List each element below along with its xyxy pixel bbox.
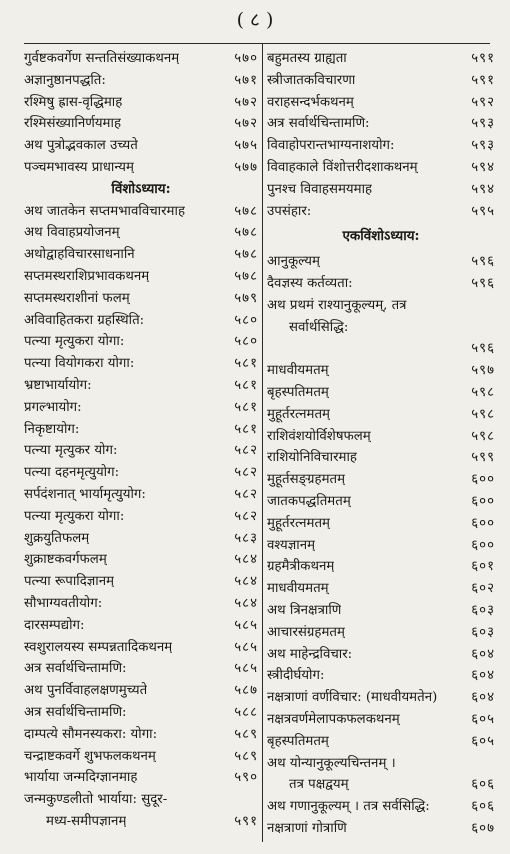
entry-title: ग्रहमैत्रीकथनम्: [267, 559, 335, 575]
entry-title: सर्वार्थसिद्धि:: [289, 319, 349, 335]
toc-entry: [24, 244, 258, 266]
entry-page-number: ५९८: [471, 428, 495, 444]
entry-title: पुनश्च विवाहसमयमाह: [267, 181, 373, 197]
page-number: ( ८ ): [236, 9, 274, 31]
entry-page-number: ५८०: [234, 334, 258, 350]
entry-title: अविवाहितकरा ग्रहस्थिति:: [24, 312, 145, 328]
toc-entry: [24, 331, 258, 353]
toc-entry-continuation: [267, 317, 495, 339]
toc-entry: [267, 622, 495, 644]
entry-page-number: ५९६: [471, 275, 495, 291]
toc-entry: [267, 600, 495, 622]
toc-entry: [267, 556, 495, 578]
entry-title: स्वशुरालयस्य सम्पन्नतादिकथनम्: [24, 639, 173, 655]
contents-right-column: [267, 48, 495, 840]
toc-entry: [24, 113, 258, 135]
entry-page-number: ५९३: [471, 138, 495, 154]
entry-title: अत्र सर्वार्थचिन्तामणि:: [24, 704, 127, 720]
entry-title: अत्र सर्वार्थचिन्तामणि:: [24, 661, 127, 677]
entry-title: गुर्वष्टकवर्गेण सन्ततिसंख्याकथनम्: [24, 51, 180, 66]
entry-title: बहुमतस्य ग्राह्यता: [267, 51, 347, 66]
toc-entry: [267, 135, 495, 157]
entry-page-number: ५८३: [234, 530, 258, 546]
entry-title: नक्षत्राणां वर्णविचार: (माधवीयमतेन): [267, 690, 438, 706]
chapter-heading: विंशोऽध्याय:: [111, 180, 171, 197]
entry-page-number: ६००: [471, 537, 495, 553]
entry-title: सप्तमस्थराशीनां फलम्: [24, 290, 130, 306]
entry-page-number: ५९१: [234, 813, 258, 829]
entry-title: वश्यज्ञानम्: [267, 537, 316, 553]
toc-entry: [267, 273, 495, 295]
entry-page-number: ५९८: [471, 384, 495, 400]
entry-title: भ्रष्टाभार्यायोग:: [24, 377, 92, 393]
entry-title: अत्र सर्वार्थचिन्तामणि:: [267, 116, 370, 132]
entry-page-number: ५८१: [234, 377, 258, 393]
entry-title: दैवज्ञस्य कर्तव्यता:: [267, 275, 353, 291]
entry-page-number: ५९४: [471, 181, 495, 197]
entry-title: बृहस्पतिमतम्: [267, 733, 329, 749]
entry-page-number: ६००: [471, 472, 495, 488]
entry-page-number: ५९३: [471, 116, 495, 132]
toc-entry-continuation: [267, 338, 495, 360]
entry-title: उपसंहार:: [267, 203, 312, 219]
entry-title: निकृष्टायोग:: [24, 421, 80, 437]
entry-page-number: ५९६: [471, 254, 495, 270]
entry-page-number: ६००: [471, 493, 495, 509]
entry-page-number: ५७८: [234, 247, 258, 263]
entry-page-number: ५७८: [234, 225, 258, 241]
entry-title: स्त्रीजातकविचारणा: [267, 72, 356, 88]
entry-title: अथ गणानुकूल्यम् । तत्र सर्वसिद्धि:: [267, 799, 430, 815]
toc-entry: [24, 70, 258, 92]
entry-page-number: ५८७: [234, 683, 258, 699]
entry-title: अथ प्रथमं राश्यानुकूल्यम्, तत्र: [267, 297, 407, 313]
entry-title: मुहूर्तरत्नमतम्: [267, 406, 330, 422]
toc-entry: [24, 310, 258, 332]
entry-page-number: ५८२: [234, 465, 258, 481]
toc-entry: [24, 201, 258, 223]
entry-page-number: ५९७: [471, 363, 495, 379]
entry-page-number: ५७५: [234, 138, 258, 154]
entry-page-number: ५९१: [471, 51, 495, 66]
toc-entry: [24, 353, 258, 375]
entry-page-number: ५८२: [234, 508, 258, 524]
toc-entry-continuation: [267, 774, 495, 796]
toc-entry: [24, 746, 258, 768]
toc-entry: [267, 360, 495, 382]
toc-entry: [267, 113, 495, 135]
toc-entry: [24, 462, 258, 484]
toc-entry: [267, 796, 495, 818]
toc-entry: [267, 426, 495, 448]
entry-title: राशिवंशयोर्विशेषफलम्: [267, 428, 371, 444]
entry-title: दारसम्पद्योग:: [24, 617, 85, 633]
entry-page-number: ६०६: [471, 777, 495, 793]
entry-title: राशियोनिविचारमाह: [267, 450, 357, 466]
toc-entry: [267, 157, 495, 179]
entry-page-number: ५८४: [234, 574, 258, 590]
toc-entry: [24, 680, 258, 702]
toc-entry: [267, 447, 495, 469]
toc-entry: [24, 637, 258, 659]
entry-title: जन्मकुण्डलीतो भार्याया: सुदूर-: [24, 792, 168, 808]
entry-page-number: ५९९: [471, 450, 495, 466]
top-rule: [24, 43, 490, 44]
entry-title: अथोद्वाहविचारसाधनानि: [24, 247, 135, 263]
entry-title: पत्न्या दहनमृत्युयोग:: [24, 465, 120, 481]
entry-page-number: ५७८: [234, 203, 258, 219]
entry-title: सप्तमस्थराशिप्रभावकथनम्: [24, 268, 150, 284]
entry-page-number: ६०५: [471, 711, 495, 727]
toc-entry: [24, 702, 258, 724]
entry-page-number: ५८५: [234, 661, 258, 677]
entry-page-number: ६०३: [471, 624, 495, 640]
entry-page-number: ५८८: [234, 704, 258, 720]
toc-entry: [267, 469, 495, 491]
entry-page-number: ६०२: [471, 581, 495, 597]
entry-title: विवाहकाले विंशोत्तरीदशाकथनम्: [267, 159, 418, 175]
toc-entry: [24, 135, 258, 157]
entry-page-number: ५८१: [234, 421, 258, 437]
entry-page-number: ६०१: [471, 559, 495, 575]
toc-entry: [267, 709, 495, 731]
toc-entry: [267, 201, 495, 223]
entry-title: शुक्रयुतिफलम्: [24, 530, 90, 546]
toc-entry: [267, 491, 495, 513]
entry-title: पत्न्या मृत्युकरा योगा:: [24, 334, 125, 350]
toc-entry: [267, 70, 495, 92]
entry-title: पत्न्या मृत्युकर योग:: [24, 443, 118, 459]
toc-entry: [24, 375, 258, 397]
toc-entry: [24, 266, 258, 288]
entry-title: रश्मिषु ह्रास-वृद्धिमाह: [24, 94, 123, 110]
toc-entry: [24, 615, 258, 637]
entry-title: पत्न्या रूपादिज्ञानम्: [24, 574, 115, 590]
entry-title: आनुकूल्यम्: [267, 254, 320, 270]
entry-title: अथ जातकेन सप्तमभावविचारमाह: [24, 203, 186, 219]
toc-entry: [24, 767, 258, 789]
entry-title: अथ त्रिनक्षत्राणि: [267, 602, 342, 618]
toc-entry: [24, 92, 258, 114]
toc-entry: [24, 397, 258, 419]
entry-page-number: ५९६: [471, 341, 495, 357]
entry-title: सर्पदंशनात् भार्यामृत्युयोग:: [24, 486, 146, 502]
entry-title: विवाहोपरान्तभाग्यनाशयोग:: [267, 138, 395, 154]
entry-title: अथ योन्यानुकूल्यचिन्तनम् ।: [267, 755, 396, 771]
entry-page-number: ५९८: [471, 406, 495, 422]
entry-page-number: ६००: [471, 515, 495, 531]
entry-page-number: ५९४: [471, 159, 495, 175]
entry-title: अथ पुनर्विवाहलक्षणमुच्यते: [24, 683, 148, 699]
entry-title: बृहस्पतिमतम्: [267, 384, 329, 400]
entry-page-number: ५८५: [234, 639, 258, 655]
toc-entry: [267, 251, 495, 273]
entry-page-number: ५७८: [234, 268, 258, 284]
entry-page-number: ५८२: [234, 486, 258, 502]
toc-entry: [267, 753, 495, 775]
toc-entry: [267, 48, 495, 70]
toc-entry: [24, 484, 258, 506]
toc-entry: [24, 288, 258, 310]
entry-page-number: ६०४: [471, 668, 495, 684]
toc-entry: [24, 724, 258, 746]
entry-title: नक्षत्राणां गोत्राणि: [267, 820, 347, 836]
toc-entry: [267, 295, 495, 317]
entry-page-number: ५९०: [234, 770, 258, 786]
entry-title: तत्र पक्षद्वयम्: [289, 777, 349, 793]
entry-page-number: ५९२: [471, 94, 495, 110]
toc-entry: [267, 404, 495, 426]
entry-page-number: ५७१: [234, 72, 258, 88]
entry-title: चन्द्राष्टकवर्गे शुभफलकथनम्: [24, 748, 156, 764]
toc-entry: [24, 593, 258, 615]
entry-page-number: ६०६: [471, 799, 495, 815]
entry-page-number: ५८५: [234, 617, 258, 633]
toc-entry: [24, 48, 258, 70]
entry-title: मध्य-समीपज्ञानम्: [46, 813, 127, 829]
entry-page-number: ६०७: [471, 820, 495, 836]
entry-title: अथ विवाहप्रयोजनम्: [24, 225, 120, 241]
entry-page-number: ५८९: [234, 726, 258, 742]
entry-page-number: ५८१: [234, 399, 258, 415]
entry-title: अथ माहेन्द्रविचार:: [267, 646, 353, 662]
toc-entry: [267, 818, 495, 840]
entry-page-number: ५८०: [234, 312, 258, 328]
entry-title: अज्ञानुष्ठानपद्धति:: [24, 72, 106, 88]
entry-page-number: ६०३: [471, 602, 495, 618]
toc-entry: [24, 419, 258, 441]
toc-entry: [267, 535, 495, 557]
entry-page-number: ५९५: [471, 203, 495, 219]
toc-entry: [24, 157, 258, 179]
entry-title: माधवीयमतम्: [267, 581, 329, 597]
chapter-heading: एकविंशोऽध्याय:: [342, 228, 420, 245]
entry-title: मुहूर्तसङ्ग्रहमतम्: [267, 472, 346, 488]
toc-entry: [267, 731, 495, 753]
toc-entry: [267, 513, 495, 535]
entry-page-number: ५८९: [234, 748, 258, 764]
entry-title: जातकपद्धतिमतम्: [267, 493, 351, 509]
entry-title: प्रगल्भायोग:: [24, 399, 82, 415]
entry-page-number: ६०५: [471, 733, 495, 749]
entry-title: आचारसंग्रहमतम्: [267, 624, 345, 640]
entry-title: नक्षत्रवर्णमेलापकफलकथनम्: [267, 711, 400, 727]
entry-page-number: ५७२: [234, 116, 258, 132]
entry-title: मुहूर्तरत्नमतम्: [267, 515, 330, 531]
entry-title: स्त्रीदीर्घयोग:: [267, 668, 325, 684]
toc-entry: [267, 92, 495, 114]
toc-entry: [24, 528, 258, 550]
toc-entry: [267, 665, 495, 687]
entry-page-number: ५७०: [234, 51, 258, 66]
entry-title: शुक्राष्टकवर्गफलम्: [24, 552, 107, 568]
entry-title: पत्न्या मृत्युकरा योगा:: [24, 508, 125, 524]
entry-page-number: ५७२: [234, 94, 258, 110]
entry-page-number: ५८२: [234, 443, 258, 459]
entry-title: पत्न्या वियोगकरा योगा:: [24, 356, 135, 372]
entry-title: वराहसन्दर्भकथनम्: [267, 94, 354, 110]
toc-entry: [267, 179, 495, 201]
toc-entry: [24, 506, 258, 528]
entry-page-number: ५९१: [471, 72, 495, 88]
entry-page-number: ५८४: [234, 595, 258, 611]
entry-title: रश्मिसंख्यानिर्णयमाह: [24, 116, 122, 132]
toc-entry: [267, 382, 495, 404]
entry-page-number: ५७७: [234, 159, 258, 175]
entry-title: दाम्पत्ये सौमनस्यकरा: योगा:: [24, 726, 158, 742]
entry-page-number: ६०४: [471, 690, 495, 706]
entry-page-number: ५८४: [234, 552, 258, 568]
entry-page-number: ६०४: [471, 646, 495, 662]
column-divider: [262, 43, 263, 842]
entry-title: माधवीयमतम्: [267, 363, 329, 379]
toc-entry: [24, 222, 258, 244]
toc-entry-continuation: [24, 811, 258, 833]
toc-entry: [267, 687, 495, 709]
toc-entry: [267, 578, 495, 600]
toc-entry: [24, 440, 258, 462]
entry-title: भार्याया जन्मदिग्ज्ञानमाह: [24, 770, 138, 786]
toc-entry: [24, 789, 258, 811]
contents-left-column: [24, 48, 258, 833]
entry-title: सौभाग्यवतीयोग:: [24, 595, 103, 611]
toc-entry: [24, 549, 258, 571]
toc-entry: [24, 658, 258, 680]
entry-title: पञ्चमभावस्य प्राधान्यम्: [24, 159, 134, 175]
entry-page-number: ५७९: [234, 290, 258, 306]
toc-entry: [267, 644, 495, 666]
entry-page-number: ५८१: [234, 356, 258, 372]
entry-title: अथ पुत्रोद्भवकाल उच्यते: [24, 138, 138, 154]
toc-entry: [24, 571, 258, 593]
